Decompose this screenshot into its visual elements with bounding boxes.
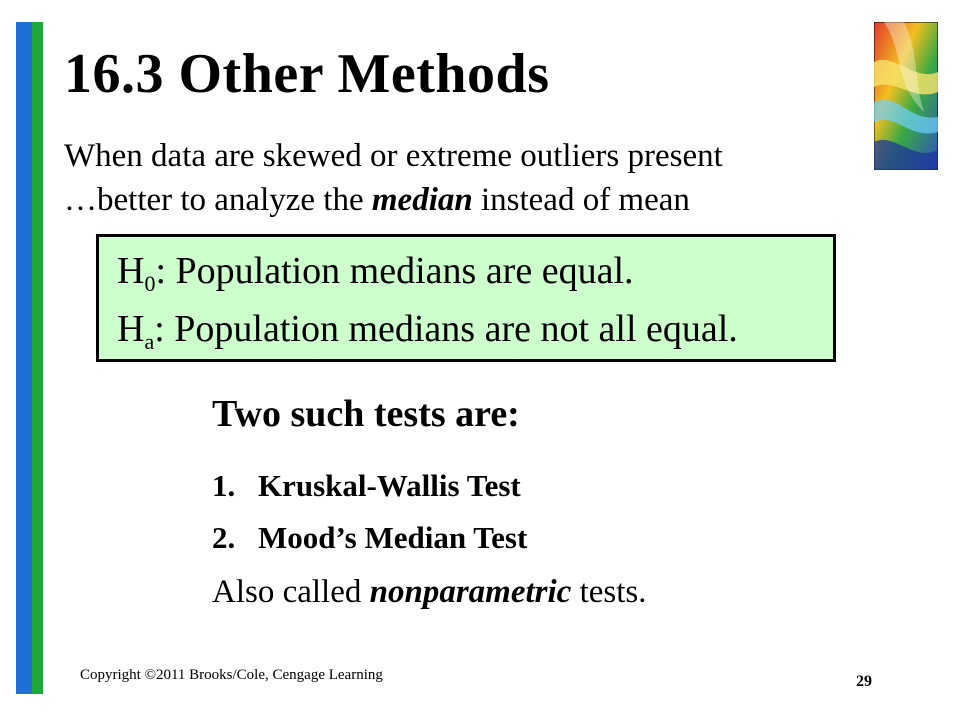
null-hypothesis	[117, 249, 634, 296]
list-item-label: Mood’s Median Test	[258, 520, 528, 555]
list-item	[212, 520, 527, 556]
null-hypothesis-text: : Population medians are equal.	[155, 250, 634, 292]
null-hypothesis-symbol: H	[117, 250, 145, 292]
hypotheses-box	[96, 234, 836, 362]
intro-line-2	[64, 178, 723, 222]
alternative-hypothesis-text: : Population medians are not all equal.	[154, 308, 738, 350]
note-suffix: tests.	[571, 574, 647, 610]
left-accent-bar-blue	[16, 22, 32, 694]
copyright-footer: Copyright ©2011 Brooks/Cole, Cengage Learning	[80, 667, 383, 683]
alternative-hypothesis-subscript: a	[144, 329, 155, 354]
note-emphasis: nonparametric	[369, 574, 572, 610]
slide-title: 16.3 Other Methods	[64, 43, 550, 105]
list-item-number: 1.	[212, 468, 236, 503]
decorative-swirl-image	[874, 22, 938, 170]
left-accent-bar-green	[32, 22, 43, 694]
intro-text	[64, 134, 723, 222]
list-item-label: Kruskal-Wallis Test	[258, 468, 521, 503]
intro-line-2-prefix: …better to analyze the	[64, 182, 372, 218]
intro-line-1: When data are skewed or extreme outliers present	[64, 138, 723, 174]
intro-line-2-suffix: instead of mean	[472, 182, 690, 218]
page-number: 29	[856, 673, 872, 690]
alternative-hypothesis-symbol: H	[117, 308, 145, 350]
list-item	[212, 468, 521, 504]
intro-emphasis-median: median	[371, 182, 473, 218]
note-prefix: Also called	[212, 574, 370, 610]
tests-heading: Two such tests are:	[212, 393, 520, 435]
alternative-hypothesis	[117, 307, 738, 354]
list-item-number: 2.	[212, 520, 236, 555]
null-hypothesis-subscript: 0	[144, 271, 156, 296]
nonparametric-note	[212, 574, 647, 611]
